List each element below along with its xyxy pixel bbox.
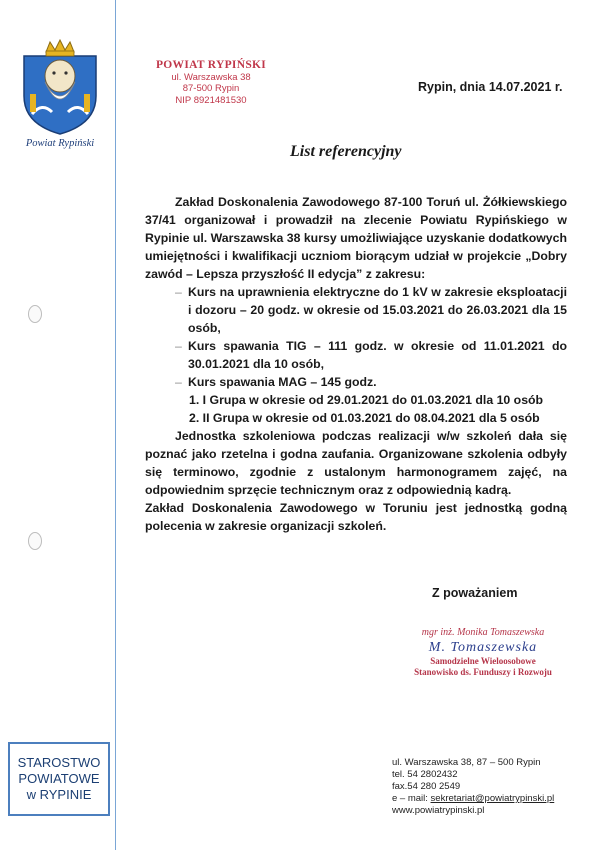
contact-footer (392, 757, 554, 817)
coat-of-arms-icon (18, 38, 102, 136)
list-item: – Kurs spawania MAG – 145 godz. (175, 375, 377, 389)
letter-body (145, 193, 567, 535)
email-label: e – mail: (392, 793, 428, 804)
course-text: Kurs na uprawnienia elektryczne do 1 kV w zakresie eksploatacji i dozoru – 20 godz. w okresie od 15.03.2021 do 26.03.2021 dla 15 osób, (188, 285, 567, 335)
contact-email-row (392, 793, 554, 805)
coat-of-arms-caption: Powiat Rypiński (25, 138, 95, 149)
document-title: List referencyjny (290, 143, 402, 160)
office-line: w RYPINIE (26, 787, 92, 802)
stamp-postcode: 87-500 Rypin (182, 83, 240, 94)
course-text: Kurs spawania MAG – 145 godz. (188, 375, 377, 389)
course-text: Kurs spawania TIG – 111 godz. w okresie od 11.01.2021 do 30.01.2021 dla 10 osób, (188, 339, 567, 371)
closing-phrase: Z poważaniem (432, 586, 518, 600)
assessment-paragraph: Jednostka szkoleniowa podczas realizacji w/w szkoleń dała się poznać jako rzetelna i godna zaufania. Organizowane szkolenia odbyły się terminowo, zgodnie z ustalonym harmonogramem zajęć, na odpowiednim sprzęcie technicznym oraz z odpowiednią kadrą. (145, 429, 567, 497)
email-link[interactable]: sekretariat@powiatrypinski.pl (430, 793, 555, 804)
contact-address: ul. Warszawska 38, 87 – 500 Rypin (392, 757, 541, 768)
stamp-nip: NIP 8921481530 (175, 94, 247, 106)
punch-hole (28, 305, 42, 323)
stamp-address: ul. Warszawska 38 (171, 71, 251, 83)
intro-paragraph: Zakład Doskonalenia Zawodowego 87-100 Toruń ul. Żółkiewskiego 37/41 organizował i prowadził na zlecenie Powiatu Rypińskiego w Rypinie ul. Warszawska 38 kursy umożliwiające uzyskanie dodatkowych umiejętności i kwalifikacji uczniom biorącym udział w projekcie „Dobry zawód – Lepsza przyszłość II edycja” z zakresu: (145, 195, 567, 281)
contact-fax: fax.54 280 2549 (392, 781, 461, 792)
office-line: STAROSTWO (17, 755, 101, 770)
recommendation-paragraph: Zakład Doskonalenia Zawodowego w Toruniu jest jednostką godną polecenia w zakresie organizacji szkoleń. (145, 501, 567, 533)
website-link[interactable]: www.powiatrypinski.pl (392, 805, 485, 816)
office-name-box (8, 742, 110, 816)
signer-department: Stanowisko ds. Funduszy i Rozwoju (414, 666, 552, 677)
signature-block (388, 627, 578, 677)
list-item: – Kurs spawania TIG – 111 godz. w okresie od 11.01.2021 do 30.01.2021 dla 10 osób, (175, 339, 567, 371)
punch-hole (28, 532, 42, 550)
list-item: – Kurs na uprawnienia elektryczne do 1 kV w zakresie eksploatacji i dozoru – 20 godz. w okresie od 15.03.2021 do 26.03.2021 dla 15 osób, (175, 285, 567, 335)
group-item: 2. II Grupa w okresie od 01.03.2021 do 08.04.2021 dla 5 osób (189, 411, 540, 425)
course-list (145, 283, 567, 391)
handwritten-signature: M. Tomaszewska (428, 640, 538, 655)
stamp-title: POWIAT RYPIŃSKI (155, 59, 267, 71)
office-line: POWIATOWE (18, 771, 100, 786)
institution-stamp (146, 60, 276, 106)
signer-name: mgr inż. Monika Tomaszewska (421, 627, 545, 638)
signer-role: Samodzielne Wieloosobowe (430, 656, 536, 666)
group-item: 1. I Grupa w okresie od 29.01.2021 do 01.03.2021 dla 10 osób (189, 393, 544, 407)
document-date: Rypin, dnia 14.07.2021 r. (418, 80, 563, 94)
sidebar-divider (115, 0, 116, 850)
contact-phone: tel. 54 2802432 (392, 769, 458, 780)
